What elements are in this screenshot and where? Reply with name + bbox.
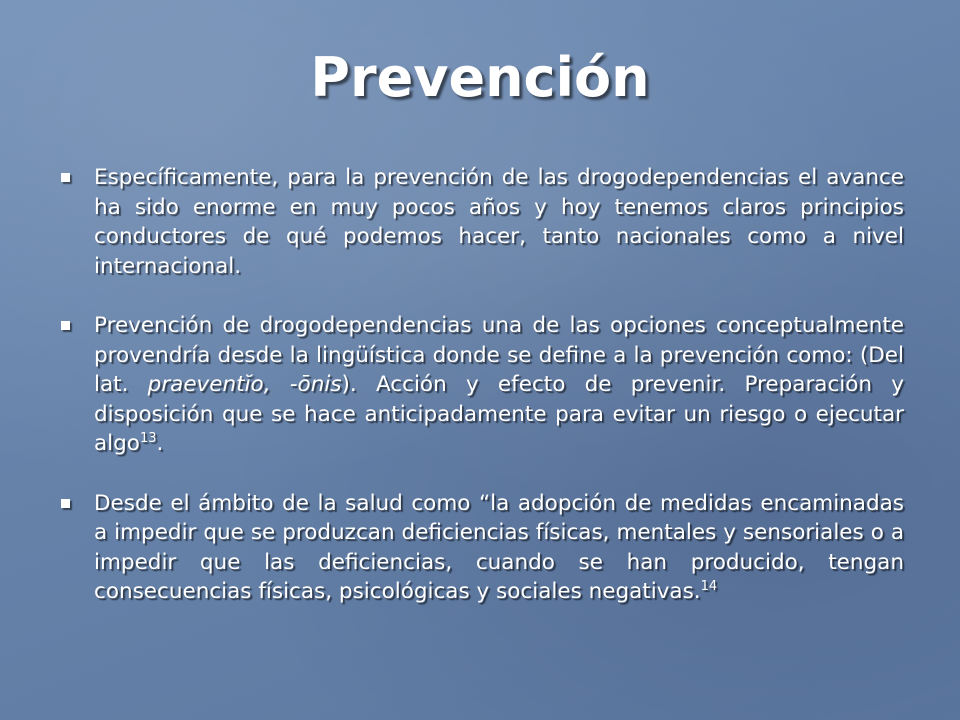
footnote-ref: 13 (139, 430, 157, 446)
footnote-ref: 14 (700, 578, 718, 594)
latin-term: praeventĭo, -ōnis (147, 372, 342, 397)
square-bullet-icon (61, 499, 70, 508)
bullet-item-health-scope (58, 489, 904, 607)
bullet-text-end: . (156, 431, 164, 456)
bullet-list (58, 163, 904, 607)
slide-title: Prevención (310, 46, 650, 109)
bullet-text: Desde el ámbito de la salud como “la adopción de medidas encaminadas a impedir que se produzcan deficiencias físicas, mentales y sensoriales o a impedir que las deficiencias, cuando se han producido, tengan consecuencias físicas, psicológicas y sociales negativas. (94, 490, 904, 604)
bullet-text: Específicamente, para la prevención de las drogodependencias el avance ha sido enorme en muy pocos años y hoy tenemos claros principios conductores de qué podemos hacer, tanto nacionales como a nivel internacional. (94, 165, 904, 279)
bullet-text-continued: ). Acción y efecto de prevenir. Preparación y disposición que se hace anticipadamente para evitar un riesgo o ejecutar algo (94, 372, 905, 456)
bullet-item-specific-prevention (58, 163, 904, 281)
square-bullet-icon (61, 321, 70, 330)
square-bullet-icon (61, 173, 70, 182)
bullet-item-definition (58, 311, 904, 459)
bullet-text: Prevención de drogodependencias una de las opciones conceptualmente provendría desde la lingüística donde se define a la prevención como: (Del lat. (94, 313, 904, 397)
